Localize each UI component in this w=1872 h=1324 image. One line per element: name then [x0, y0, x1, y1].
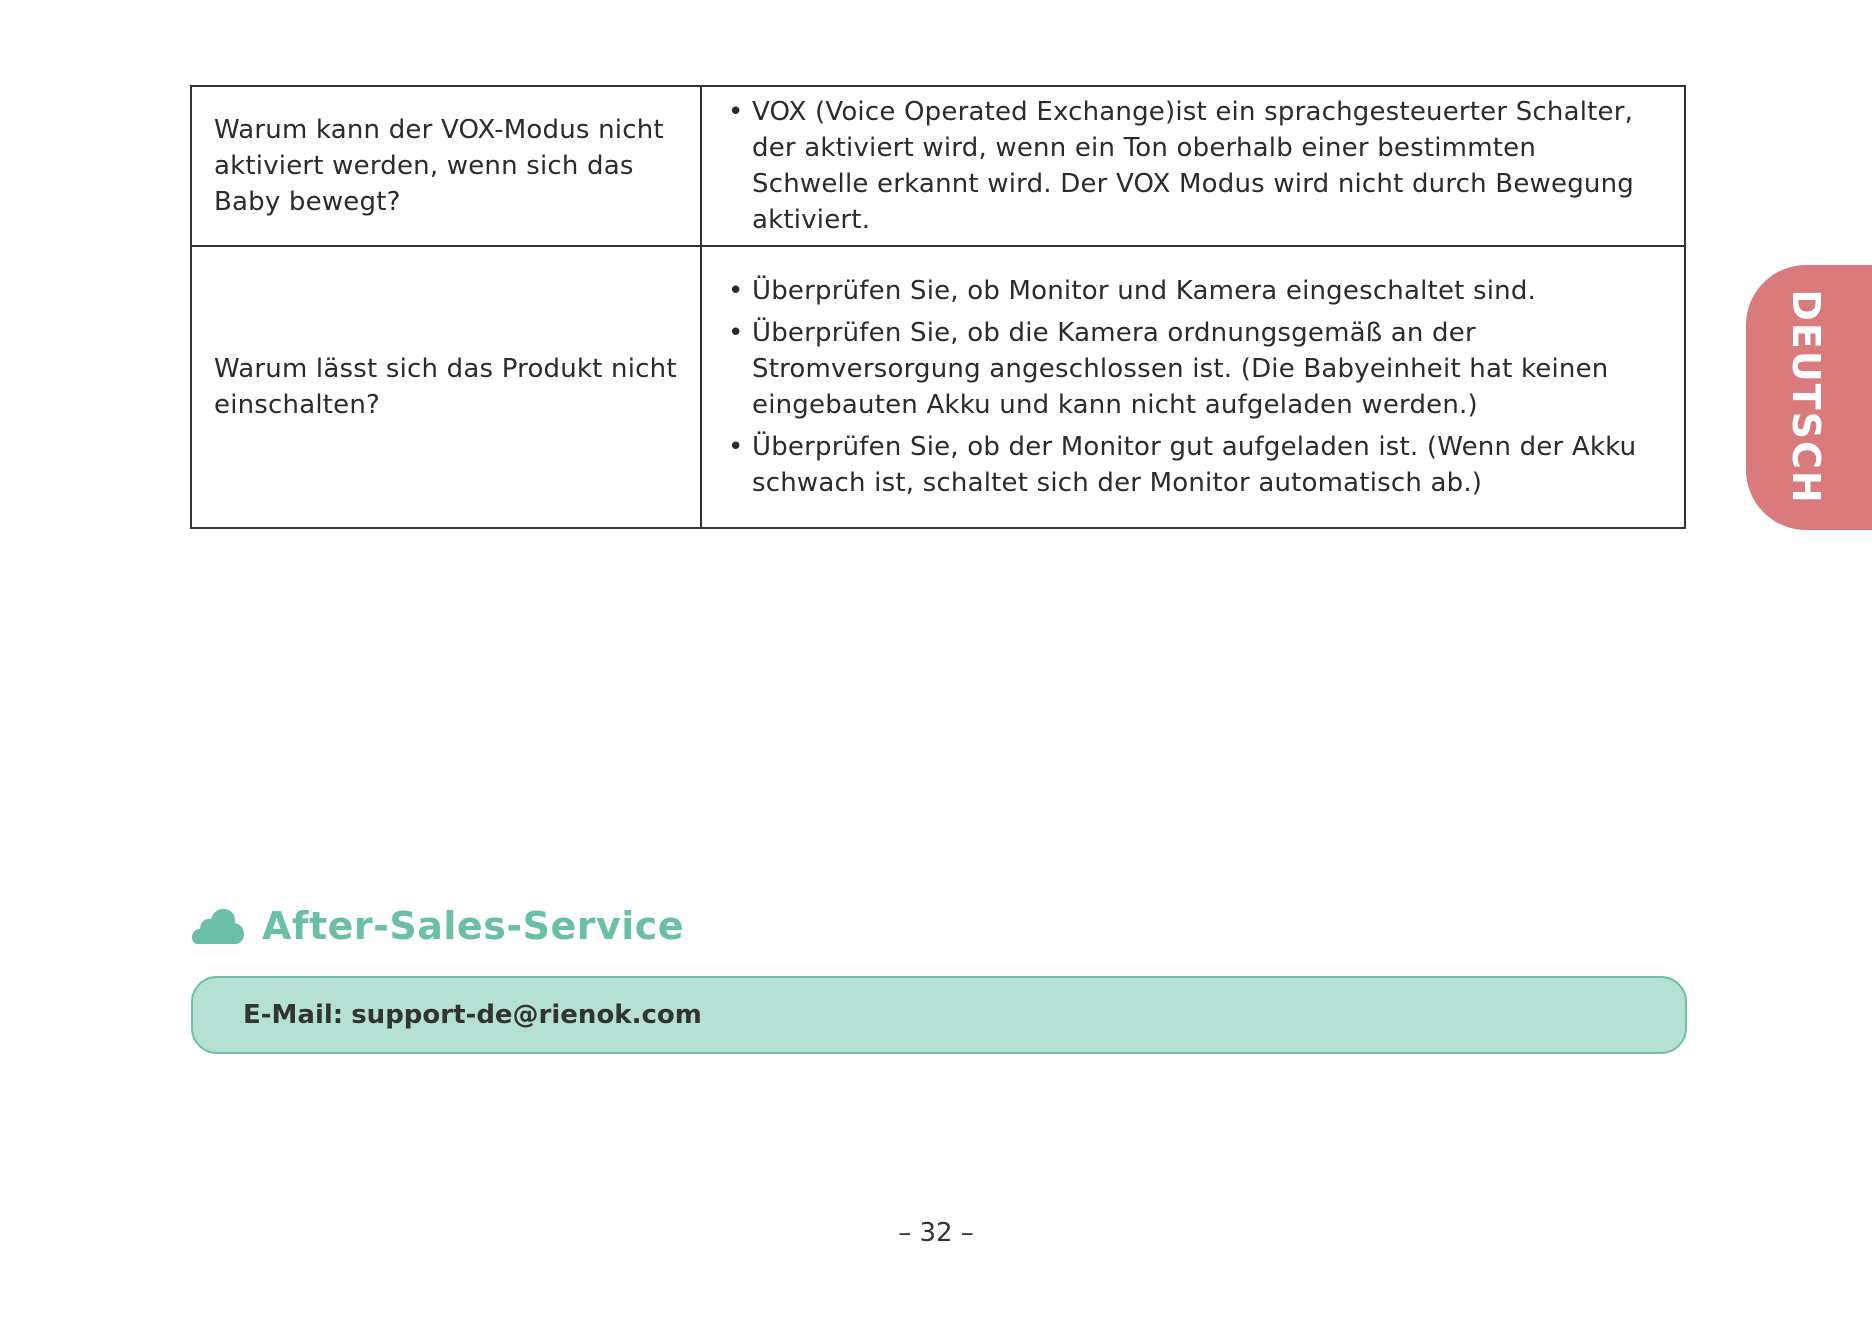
language-tab-label: DEUTSCH: [1784, 289, 1828, 505]
after-sales-heading: [192, 898, 684, 954]
answer-list: [728, 273, 1654, 501]
answer-item: • VOX (Voice Operated Exchange)ist ein sprachgesteuerter Schalter, der aktiviert wird, wenn ein Ton oberhalb einer bestimmten Schwelle erkannt wird. Der VOX Modus wird nicht durch Bewegung aktiviert.: [728, 94, 1654, 238]
contact-box: [191, 976, 1687, 1054]
answer-item: • Überprüfen Sie, ob Monitor und Kamera eingeschaltet sind.: [728, 273, 1654, 309]
faq-table: [190, 85, 1686, 529]
answer-item: • Überprüfen Sie, ob die Kamera ordnungsgemäß an der Stromversorgung angeschlossen ist. (Die Babyeinheit hat keinen eingebauten Akku und kann nicht aufgeladen werden.): [728, 315, 1654, 423]
page-number: – 32 –: [898, 1218, 974, 1248]
faq-question: Warum lässt sich das Produkt nicht einschalten?: [191, 246, 701, 528]
faq-answer: [701, 86, 1685, 246]
faq-row: [191, 246, 1685, 528]
answer-list: [728, 94, 1654, 238]
faq-question: Warum kann der VOX-Modus nicht aktiviert werden, wenn sich das Baby bewegt?: [191, 86, 701, 246]
cloud-icon: [192, 906, 244, 946]
answer-item: • Überprüfen Sie, ob der Monitor gut aufgeladen ist. (Wenn der Akku schwach ist, schaltet sich der Monitor automatisch ab.): [728, 429, 1654, 501]
faq-answer: [701, 246, 1685, 528]
faq-row: [191, 86, 1685, 246]
section-title: After-Sales-Service: [262, 904, 685, 948]
email-label: E-Mail:: [243, 1000, 344, 1030]
language-tab: [1746, 265, 1872, 530]
email-address[interactable]: support-de@rienok.com: [351, 1000, 702, 1030]
